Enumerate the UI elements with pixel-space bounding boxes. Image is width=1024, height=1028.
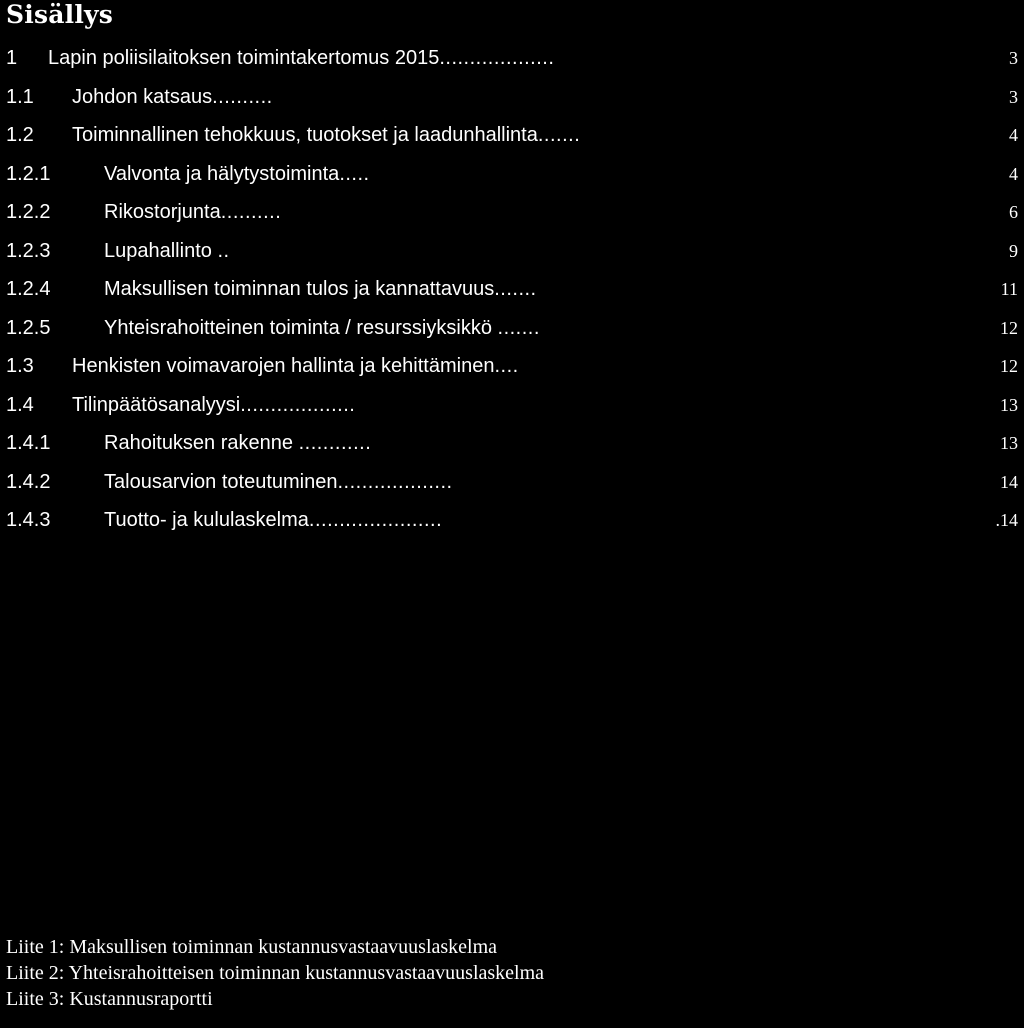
toc-entry[interactable]: [0, 275, 1024, 314]
toc-entry-page: 14: [1000, 471, 1018, 492]
toc-entry[interactable]: [0, 121, 1024, 160]
toc-entry[interactable]: [0, 506, 1024, 545]
toc-entry-title: Rikostorjunta: [104, 201, 221, 223]
table-of-contents: [0, 44, 1024, 545]
toc-entry[interactable]: [0, 429, 1024, 468]
toc-entry-page: 13: [1000, 433, 1018, 453]
page-title: Sisällys: [6, 0, 114, 29]
appendix-item: Liite 1: Maksullisen toiminnan kustannusvastaavuuslaskelma: [6, 936, 498, 958]
toc-entry-number: 1.2.5: [6, 316, 51, 339]
toc-dot-leader: ...................: [439, 47, 555, 69]
toc-entry-title: Maksullisen toiminnan tulos ja kannattavuus: [104, 278, 495, 300]
appendix-item: Liite 3: Kustannusraportti: [6, 988, 213, 1010]
toc-dot-leader: ......................: [308, 509, 443, 531]
toc-entry[interactable]: [0, 314, 1024, 353]
toc-entry-title: Tilinpäätösanalyysi: [72, 393, 241, 416]
toc-entry-number: 1.2: [6, 124, 34, 146]
toc-dot-leader: ...................: [240, 393, 356, 416]
toc-entry-title: Rahoituksen rakenne: [104, 432, 294, 454]
toc-entry-page: 12: [1000, 317, 1018, 338]
toc-entry-page: 12: [1000, 356, 1018, 376]
toc-entry-number: 1.2.1: [6, 162, 51, 185]
toc-entry-page: 3: [1009, 86, 1018, 107]
appendix-item: Liite 2: Yhteisrahoitteisen toiminnan kustannusvastaavuuslaskelma: [6, 962, 545, 984]
toc-dot-leader: ..: [217, 239, 230, 262]
toc-entry-title: Johdon katsaus: [72, 85, 213, 108]
toc-entry-number: 1: [6, 47, 18, 69]
toc-entry-title: Henkisten voimavarojen hallinta ja kehittäminen: [72, 355, 495, 377]
toc-entry[interactable]: [0, 391, 1024, 430]
toc-entry[interactable]: [0, 198, 1024, 237]
toc-entry-title: Talousarvion toteutuminen: [104, 470, 338, 493]
toc-entry-page: 13: [1000, 394, 1018, 415]
toc-entry[interactable]: [0, 352, 1024, 391]
toc-entry-title: Toiminnallinen tehokkuus, tuotokset ja laadunhallinta: [72, 124, 538, 146]
toc-dot-leader: .......: [494, 278, 537, 300]
toc-entry-title: Tuotto- ja kululaskelma: [104, 509, 309, 531]
toc-entry[interactable]: [0, 468, 1024, 507]
toc-entry-number: 1.2.2: [6, 201, 51, 223]
toc-entry-number: 1.2.4: [6, 278, 51, 300]
toc-entry[interactable]: [0, 44, 1024, 83]
toc-entry-number: 1.3: [6, 355, 34, 377]
toc-entry-page: 4: [1009, 125, 1018, 145]
toc-entry-number: 1.4.3: [6, 509, 51, 531]
toc-dot-leader: ............: [298, 432, 372, 454]
toc-entry-number: 1.4.1: [6, 432, 51, 454]
toc-dot-leader: ....: [494, 355, 519, 377]
appendix-list: [6, 934, 544, 1012]
toc-entry-title: Yhteisrahoitteinen toiminta / resurssiyksikkö: [104, 316, 492, 339]
toc-entry-page: 6: [1009, 202, 1018, 222]
toc-dot-leader: ..........: [212, 85, 273, 108]
toc-entry-page: 9: [1009, 240, 1018, 261]
toc-dot-leader: .......: [537, 124, 581, 146]
toc-entry-number: 1.4: [6, 393, 34, 416]
toc-entry-title: Lupahallinto: [104, 239, 212, 262]
toc-entry-page: 4: [1009, 163, 1018, 184]
toc-dot-leader: .......: [497, 316, 540, 339]
toc-entry-number: 1.4.2: [6, 470, 51, 493]
toc-dot-leader: .....: [339, 162, 370, 185]
toc-entry[interactable]: [0, 83, 1024, 122]
toc-entry[interactable]: [0, 160, 1024, 199]
toc-entry-page: 3: [1009, 48, 1018, 68]
toc-entry-title: Lapin poliisilaitoksen toimintakertomus 2015: [48, 47, 440, 69]
toc-entry-number: 1.1: [6, 85, 34, 108]
toc-entry-page: .14: [995, 510, 1018, 530]
toc-entry-title: Valvonta ja hälytystoiminta: [104, 162, 340, 185]
toc-entry-page: 11: [1000, 279, 1018, 299]
toc-dot-leader: ..........: [220, 201, 282, 223]
toc-dot-leader: ...................: [337, 470, 453, 493]
toc-entry[interactable]: [0, 237, 1024, 276]
toc-entry-number: 1.2.3: [6, 239, 51, 262]
